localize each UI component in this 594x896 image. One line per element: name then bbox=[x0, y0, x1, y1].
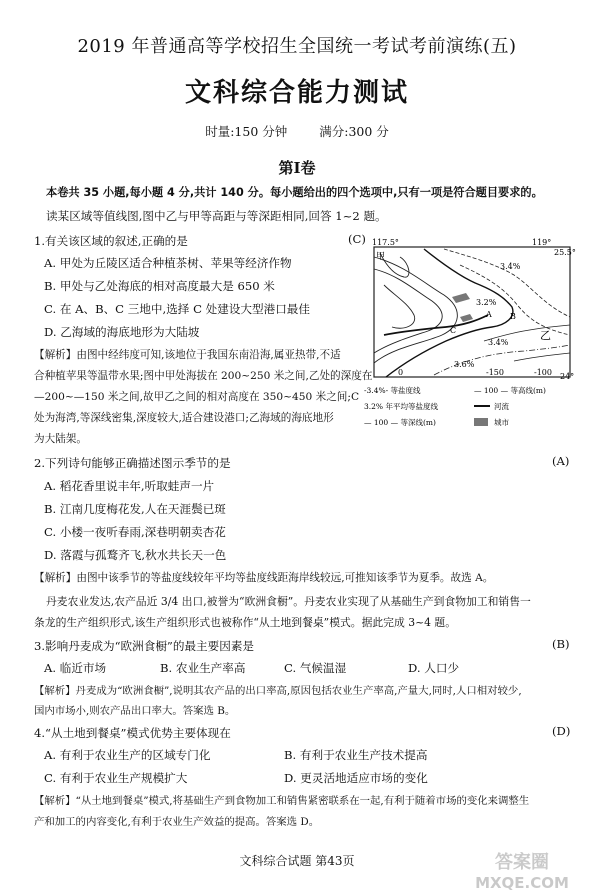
map-lat-top: 25.5° bbox=[554, 248, 576, 257]
legend-city-symbol bbox=[474, 418, 488, 426]
q1-analysis-line: 处为海湾,等深线密集,深度较大,适合建设港口;乙海域的海底地形 bbox=[34, 412, 334, 424]
legend-item: 城市 bbox=[494, 418, 509, 427]
map-frame bbox=[374, 247, 570, 377]
instructions: 本卷共 35 小题,每小题 4 分,共计 140 分。每小题给出的四个选项中,只有一项是符合题目要求的。 bbox=[46, 186, 543, 199]
q3-analysis-line: 【解析】丹麦成为“欧洲食橱”,说明其农产品的出口率高,原因包括农业生产率高,产量大,同时,人口相对较少, bbox=[34, 685, 522, 697]
q4-analysis-line: 产和加工的内容变化,有利于农业生产效益的提高。答案选 D。 bbox=[34, 816, 320, 828]
watermark-top: 答案圈 bbox=[495, 852, 549, 873]
time-score-line bbox=[0, 122, 594, 140]
q4-option-c: C. 有利于农业生产规模扩大 bbox=[44, 771, 188, 785]
q2-option-a: A. 稻花香里说丰年,听取蛙声一片 bbox=[44, 479, 215, 493]
q2-option-d: D. 落霞与孤鹜齐飞,秋水共长天一色 bbox=[44, 548, 227, 562]
intro-q1-2: 读某区域等值线图,图中乙与甲等高距与等深距相同,回答 1~2 题。 bbox=[46, 209, 387, 223]
q1-option-b: B. 甲处与乙处海底的相对高度最大是 650 米 bbox=[44, 279, 275, 293]
page-footer: 文科综合试题 第43页 bbox=[239, 854, 355, 868]
subject-title: 文科综合能力测试 bbox=[184, 78, 409, 108]
map-depth-label: -150 bbox=[486, 368, 504, 377]
q4-stem: 4.“从土地到餐桌”模式优势主要体现在 bbox=[34, 726, 231, 740]
q1-analysis-line: 【解析】由图中经纬度可知,该地位于我国东南沿海,属亚热带,不适 bbox=[34, 349, 341, 361]
q1-analysis-line: 合种植苹果等温带水果;图中甲处海拔在 200~250 米之间,乙处的深度在 bbox=[34, 370, 373, 382]
map-salinity-label: 3.4% bbox=[488, 338, 509, 347]
legend-item: — 100 — 等高线(m) bbox=[474, 386, 546, 395]
map-depth-label: -100 bbox=[534, 368, 552, 377]
q4-answer: (D) bbox=[552, 724, 571, 738]
map-lon-left: 117.5° bbox=[372, 238, 399, 247]
map-lat-bottom: 24° bbox=[560, 372, 575, 381]
q1-stem: 1.有关该区域的叙述,正确的是 bbox=[34, 234, 188, 248]
q1-analysis-line: —200~—150 米之间,故甲乙之间的相对高度在 350~450 米之间;C bbox=[34, 391, 360, 403]
map-salinity-label: 3.4% bbox=[500, 262, 521, 271]
q3-stem: 3.影响丹麦成为“欧洲食橱”的最主要因素是 bbox=[34, 639, 255, 653]
map-label-jia: 甲 bbox=[376, 252, 386, 262]
q3-option-c: C. 气候温湿 bbox=[284, 661, 347, 675]
q4-option-a: A. 有利于农业生产的区域专门化 bbox=[44, 748, 211, 762]
contour-map bbox=[364, 235, 582, 445]
q2-stem: 2.下列诗句能够正确描述图示季节的是 bbox=[34, 456, 231, 470]
intro-q3-4-line: 丹麦农业发达,农产品近 3/4 出口,被誉为“欧洲食橱”。丹麦农业实现了从基础生产到食物加工和销售一 bbox=[46, 595, 531, 608]
map-label-b: B bbox=[510, 312, 516, 321]
map-salinity-label: 3.6% bbox=[454, 360, 475, 369]
q4-analysis-line: 【解析】“从土地到餐桌”模式,将基础生产到食物加工和销售紧密联系在一起,有利于随着市场的变化来调整生 bbox=[34, 795, 530, 807]
legend-item: 河流 bbox=[494, 402, 509, 411]
q2-option-b: B. 江南几度梅花发,人在天涯鬓已斑 bbox=[44, 502, 226, 516]
map-salinity-label: 3.2% bbox=[476, 298, 497, 307]
volume-heading: 第Ⅰ卷 bbox=[278, 159, 316, 177]
q4-option-d: D. 更灵活地适应市场的变化 bbox=[284, 771, 428, 785]
q1-answer: (C) bbox=[348, 232, 366, 246]
intro-q3-4-line: 条龙的生产组织形式,该生产组织形式也被称作“从土地到餐桌”模式。据此完成 3~4 题。 bbox=[34, 616, 457, 629]
legend-item: — 100 — 等深线(m) bbox=[364, 418, 436, 427]
time-limit: 时量:150 分钟 bbox=[205, 124, 288, 139]
q1-option-d: D. 乙海域的海底地形为大陆坡 bbox=[44, 325, 200, 339]
q1-option-c: C. 在 A、B、C 三地中,选择 C 处建设大型港口最佳 bbox=[44, 302, 310, 316]
q3-option-a: A. 临近市场 bbox=[44, 661, 107, 675]
map-lon-right: 119° bbox=[532, 238, 552, 247]
exam-title: 2019 年普通高等学校招生全国统一考试考前演练(五) bbox=[77, 36, 517, 57]
q4-option-b: B. 有利于农业生产技术提高 bbox=[284, 748, 428, 762]
map-label-c: C bbox=[450, 326, 457, 335]
watermark-bottom: MXQE.COM bbox=[475, 874, 569, 892]
watermark-logo bbox=[458, 848, 586, 892]
q2-analysis: 【解析】由图中该季节的等盐度线较年平均等盐度线距海岸线较远,可推知该季节为夏季。故选 A。 bbox=[34, 572, 494, 584]
q2-answer: (A) bbox=[552, 454, 570, 468]
legend-item: -3.4%- 等盐度线 bbox=[364, 386, 421, 395]
map-label-a: A bbox=[486, 310, 492, 319]
legend-item: 3.2% 年平均等盐度线 bbox=[364, 402, 438, 411]
q3-option-d: D. 人口少 bbox=[408, 661, 460, 675]
q1-option-a: A. 甲处为丘陵区适合种植茶树、苹果等经济作物 bbox=[44, 256, 292, 270]
q1-analysis-line: 为大陆架。 bbox=[34, 433, 87, 445]
map-label-yi: 乙 bbox=[540, 329, 551, 342]
q3-option-b: B. 农业生产率高 bbox=[160, 661, 246, 675]
q3-answer: (B) bbox=[552, 637, 570, 651]
map-depth-label: 0 bbox=[398, 368, 404, 377]
full-score: 满分:300 分 bbox=[319, 124, 389, 139]
q3-analysis-line: 国内市场小,则农产品出口率大。答案选 B。 bbox=[34, 705, 236, 717]
q2-option-c: C. 小楼一夜听春雨,深巷明朝卖杏花 bbox=[44, 525, 226, 539]
